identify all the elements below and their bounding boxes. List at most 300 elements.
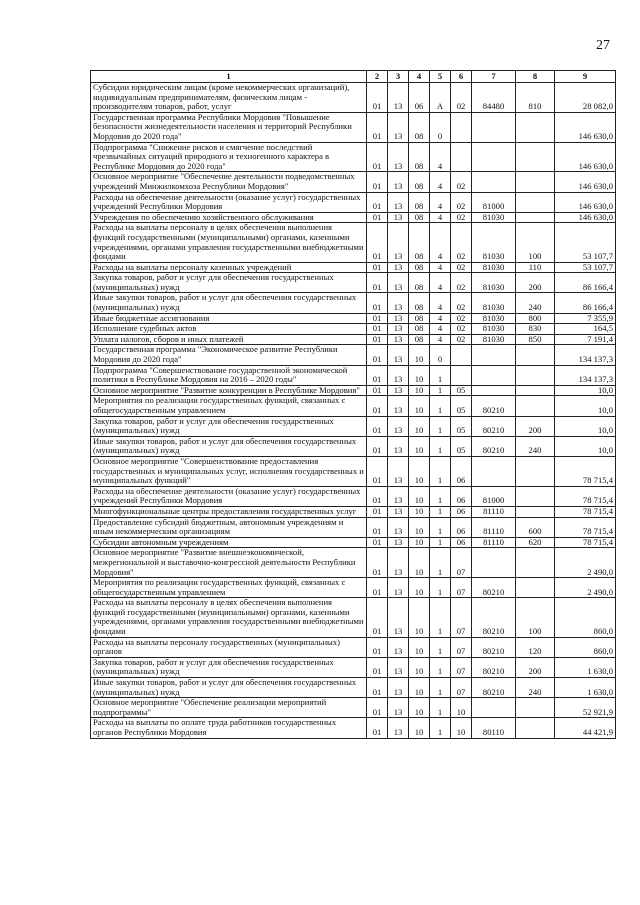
row-name-cell: Исполнение судебных актов (91, 324, 367, 335)
row-c7-cell: 80210 (472, 396, 516, 416)
table-row (91, 396, 616, 416)
row-c3-cell: 13 (388, 537, 409, 548)
row-c3-cell: 13 (388, 385, 409, 396)
row-c3-cell: 13 (388, 83, 409, 113)
row-name-cell: Подпрограмма "Снижение рисков и смягчение последствий чрезвычайных ситуаций природного и техногенного характера в Республике Мордовия до 2020 года" (91, 142, 367, 172)
row-c4-cell: 10 (409, 456, 430, 486)
row-c6-cell: 06 (451, 517, 472, 537)
row-c8-cell (516, 718, 555, 738)
row-c8-cell (516, 112, 555, 142)
row-c7-cell: 81030 (472, 273, 516, 293)
row-name-cell: Подпрограмма "Совершенствование государственной экономической политики в Республике Мордовия на 2016 – 2020 годы" (91, 365, 367, 385)
row-c5-cell: 1 (430, 598, 451, 637)
row-c8-cell (516, 172, 555, 192)
table-row (91, 262, 616, 273)
row-c3-cell: 13 (388, 436, 409, 456)
row-c7-cell: 81110 (472, 537, 516, 548)
row-c2-cell: 01 (367, 456, 388, 486)
table-row (91, 486, 616, 506)
row-c6-cell: 06 (451, 537, 472, 548)
table-row (91, 172, 616, 192)
table-header-row (91, 71, 616, 83)
table-row (91, 678, 616, 698)
row-c8-cell: 200 (516, 416, 555, 436)
row-c6-cell: 02 (451, 293, 472, 313)
row-c5-cell: 4 (430, 324, 451, 335)
row-c7-cell: 80210 (472, 598, 516, 637)
row-c7-cell: 81030 (472, 324, 516, 335)
row-c7-cell (472, 345, 516, 365)
row-c4-cell: 10 (409, 416, 430, 436)
table-row (91, 293, 616, 313)
row-c3-cell: 13 (388, 223, 409, 262)
row-c3-cell: 13 (388, 698, 409, 718)
row-c9-cell: 1 630,0 (555, 678, 616, 698)
row-c8-cell: 120 (516, 637, 555, 657)
row-c2-cell: 01 (367, 396, 388, 416)
table-row (91, 637, 616, 657)
row-c9-cell: 86 166,4 (555, 273, 616, 293)
row-c7-cell: 84480 (472, 83, 516, 113)
row-c6-cell: 02 (451, 83, 472, 113)
row-c4-cell: 08 (409, 324, 430, 335)
row-c3-cell: 13 (388, 324, 409, 335)
row-c7-cell: 80210 (472, 436, 516, 456)
row-c7-cell: 81110 (472, 506, 516, 517)
row-c7-cell (472, 172, 516, 192)
table-row (91, 578, 616, 598)
row-c6-cell: 02 (451, 334, 472, 345)
row-c6-cell (451, 142, 472, 172)
row-c9-cell: 78 715,4 (555, 486, 616, 506)
row-c6-cell: 07 (451, 657, 472, 677)
row-c5-cell: 4 (430, 142, 451, 172)
table-row (91, 598, 616, 637)
row-c3-cell: 13 (388, 345, 409, 365)
row-c9-cell: 2 490,0 (555, 548, 616, 578)
row-c6-cell: 06 (451, 456, 472, 486)
row-name-cell: Учреждения по обеспечению хозяйственного обслуживания (91, 212, 367, 223)
table-row (91, 192, 616, 212)
row-name-cell: Основное мероприятие "Обеспечение реализации мероприятий подпрограммы" (91, 698, 367, 718)
row-name-cell: Иные бюджетные ассигнования (91, 313, 367, 324)
row-c2-cell: 01 (367, 548, 388, 578)
row-c9-cell: 44 421,9 (555, 718, 616, 738)
row-c3-cell: 13 (388, 416, 409, 436)
row-c2-cell: 01 (367, 365, 388, 385)
row-c4-cell: 08 (409, 293, 430, 313)
row-c2-cell: 01 (367, 385, 388, 396)
row-c6-cell: 05 (451, 385, 472, 396)
row-c2-cell: 01 (367, 698, 388, 718)
table-row (91, 385, 616, 396)
row-c4-cell: 08 (409, 112, 430, 142)
row-name-cell: Основное мероприятие "Развитие конкуренции в Республике Мордовия" (91, 385, 367, 396)
row-c7-cell: 80210 (472, 678, 516, 698)
row-c4-cell: 10 (409, 548, 430, 578)
row-c8-cell: 240 (516, 293, 555, 313)
row-c4-cell: 08 (409, 212, 430, 223)
row-c6-cell: 05 (451, 416, 472, 436)
row-c4-cell: 08 (409, 223, 430, 262)
row-c5-cell: 4 (430, 192, 451, 212)
row-c8-cell (516, 506, 555, 517)
row-c2-cell: 01 (367, 718, 388, 738)
row-c6-cell (451, 112, 472, 142)
row-c7-cell: 81000 (472, 486, 516, 506)
row-c8-cell (516, 385, 555, 396)
row-c5-cell: 1 (430, 678, 451, 698)
row-c4-cell: 08 (409, 262, 430, 273)
row-c8-cell: 620 (516, 537, 555, 548)
row-c3-cell: 13 (388, 517, 409, 537)
row-c3-cell: 13 (388, 112, 409, 142)
row-c6-cell: 07 (451, 678, 472, 698)
row-c7-cell: 81030 (472, 212, 516, 223)
row-c2-cell: 01 (367, 416, 388, 436)
row-c8-cell (516, 548, 555, 578)
row-c8-cell: 100 (516, 598, 555, 637)
table-row (91, 517, 616, 537)
row-name-cell: Закупка товаров, работ и услуг для обеспечения государственных (муниципальных) нужд (91, 657, 367, 677)
table-row (91, 324, 616, 335)
row-c2-cell: 01 (367, 598, 388, 637)
row-c5-cell: 1 (430, 385, 451, 396)
row-c7-cell (472, 365, 516, 385)
row-c2-cell: 01 (367, 262, 388, 273)
row-c9-cell: 134 137,3 (555, 345, 616, 365)
row-c3-cell: 13 (388, 212, 409, 223)
row-c6-cell: 05 (451, 436, 472, 456)
row-c6-cell: 02 (451, 313, 472, 324)
row-c9-cell: 10,0 (555, 416, 616, 436)
row-c3-cell: 13 (388, 365, 409, 385)
header-cell: 9 (555, 71, 616, 83)
row-c9-cell: 10,0 (555, 396, 616, 416)
table-row (91, 83, 616, 113)
row-c6-cell: 02 (451, 324, 472, 335)
row-c6-cell (451, 345, 472, 365)
row-c6-cell (451, 365, 472, 385)
row-c9-cell: 134 137,3 (555, 365, 616, 385)
row-c8-cell: 600 (516, 517, 555, 537)
row-c4-cell: 10 (409, 506, 430, 517)
row-c7-cell: 80210 (472, 578, 516, 598)
row-c4-cell: 06 (409, 83, 430, 113)
table-row (91, 718, 616, 738)
row-c5-cell: 1 (430, 578, 451, 598)
row-c6-cell: 10 (451, 718, 472, 738)
table-row (91, 112, 616, 142)
row-c6-cell: 02 (451, 172, 472, 192)
row-name-cell: Иные закупки товаров, работ и услуг для обеспечения государственных (муниципальных) нужд (91, 678, 367, 698)
row-c4-cell: 10 (409, 637, 430, 657)
row-name-cell: Основное мероприятие "Развитие внешнеэкономической, межрегиональной и выставочно-конгрессной деятельности Республики Мордовия" (91, 548, 367, 578)
row-c4-cell: 10 (409, 345, 430, 365)
row-c4-cell: 08 (409, 192, 430, 212)
row-c6-cell: 07 (451, 548, 472, 578)
table-row (91, 416, 616, 436)
row-name-cell: Субсидии юридическим лицам (кроме некоммерческих организаций), индивидуальным предпринимателям, физическим лицам - производителям товаров, работ, услуг (91, 83, 367, 113)
row-c9-cell: 1 630,0 (555, 657, 616, 677)
row-c2-cell: 01 (367, 192, 388, 212)
row-name-cell: Государственная программа "Экономическое развитие Республики Мордовия до 2020 года" (91, 345, 367, 365)
table-row (91, 698, 616, 718)
row-c6-cell: 07 (451, 637, 472, 657)
row-c9-cell: 52 921,9 (555, 698, 616, 718)
row-c8-cell: 200 (516, 657, 555, 677)
row-c9-cell: 146 630,0 (555, 142, 616, 172)
row-c8-cell (516, 365, 555, 385)
table-row (91, 365, 616, 385)
table-row (91, 537, 616, 548)
row-c8-cell (516, 698, 555, 718)
row-c9-cell: 53 107,7 (555, 223, 616, 262)
row-c9-cell: 146 630,0 (555, 212, 616, 223)
row-c4-cell: 08 (409, 172, 430, 192)
row-c3-cell: 13 (388, 273, 409, 293)
row-c6-cell: 02 (451, 192, 472, 212)
header-cell: 3 (388, 71, 409, 83)
row-c8-cell: 200 (516, 273, 555, 293)
row-name-cell: Многофункциональные центры предоставления государственных услуг (91, 506, 367, 517)
row-c4-cell: 08 (409, 313, 430, 324)
row-c2-cell: 01 (367, 112, 388, 142)
row-c4-cell: 10 (409, 365, 430, 385)
row-c2-cell: 01 (367, 83, 388, 113)
row-name-cell: Расходы на обеспечение деятельности (оказание услуг) государственных учреждений Республики Мордовия (91, 192, 367, 212)
row-c5-cell: 4 (430, 293, 451, 313)
row-c3-cell: 13 (388, 678, 409, 698)
row-c5-cell: 4 (430, 334, 451, 345)
row-c5-cell: 4 (430, 212, 451, 223)
header-cell: 8 (516, 71, 555, 83)
row-name-cell: Закупка товаров, работ и услуг для обеспечения государственных (муниципальных) нужд (91, 416, 367, 436)
row-c3-cell: 13 (388, 548, 409, 578)
row-c6-cell: 05 (451, 396, 472, 416)
header-cell: 4 (409, 71, 430, 83)
row-c7-cell: 80210 (472, 416, 516, 436)
row-c4-cell: 10 (409, 396, 430, 416)
row-c6-cell: 02 (451, 262, 472, 273)
row-c8-cell (516, 212, 555, 223)
row-c3-cell: 13 (388, 506, 409, 517)
row-c5-cell: 0 (430, 112, 451, 142)
row-name-cell: Расходы на выплаты персоналу в целях обеспечения выполнения функций государственными (муниципальными) органами, казенными учреждениями, органами управления государственными внебюджетными фондами (91, 223, 367, 262)
row-c5-cell: 4 (430, 313, 451, 324)
row-c2-cell: 01 (367, 436, 388, 456)
row-c6-cell: 06 (451, 506, 472, 517)
row-c4-cell: 10 (409, 436, 430, 456)
row-c5-cell: 1 (430, 436, 451, 456)
row-c2-cell: 01 (367, 324, 388, 335)
row-c9-cell: 10,0 (555, 436, 616, 456)
row-c6-cell: 06 (451, 486, 472, 506)
row-name-cell: Иные закупки товаров, работ и услуг для обеспечения государственных (муниципальных) нужд (91, 293, 367, 313)
row-c8-cell: 100 (516, 223, 555, 262)
row-c3-cell: 13 (388, 637, 409, 657)
row-name-cell: Субсидии автономным учреждениям (91, 537, 367, 548)
row-c2-cell: 01 (367, 657, 388, 677)
row-c5-cell: 1 (430, 698, 451, 718)
row-name-cell: Расходы на выплаты персоналу в целях обеспечения выполнения функций государственными (муниципальными) органами, казенными учреждениями, органами управления государственными внебюджетными фондами (91, 598, 367, 637)
row-c4-cell: 08 (409, 334, 430, 345)
row-name-cell: Предоставление субсидий бюджетным, автономным учреждениям и иным некоммерческим организациям (91, 517, 367, 537)
row-c8-cell (516, 396, 555, 416)
header-cell: 2 (367, 71, 388, 83)
row-c6-cell: 07 (451, 578, 472, 598)
row-c6-cell: 02 (451, 273, 472, 293)
row-c5-cell: 1 (430, 396, 451, 416)
row-c7-cell: 80110 (472, 718, 516, 738)
row-c3-cell: 13 (388, 192, 409, 212)
row-c2-cell: 01 (367, 334, 388, 345)
row-c7-cell (472, 456, 516, 486)
row-c2-cell: 01 (367, 578, 388, 598)
row-c6-cell: 02 (451, 212, 472, 223)
row-c7-cell: 81030 (472, 262, 516, 273)
table-row (91, 506, 616, 517)
row-c8-cell: 830 (516, 324, 555, 335)
header-cell: 7 (472, 71, 516, 83)
row-name-cell: Уплата налогов, сборов и иных платежей (91, 334, 367, 345)
row-name-cell: Основное мероприятие "Обеспечение деятельности подведомственных учреждений Минжилкомхоза Республики Мордовия" (91, 172, 367, 192)
row-c9-cell: 78 715,4 (555, 456, 616, 486)
row-c7-cell (472, 142, 516, 172)
row-c9-cell: 53 107,7 (555, 262, 616, 273)
row-c3-cell: 13 (388, 172, 409, 192)
row-c9-cell: 164,5 (555, 324, 616, 335)
row-c3-cell: 13 (388, 293, 409, 313)
row-c9-cell: 78 715,4 (555, 517, 616, 537)
row-c5-cell: 4 (430, 273, 451, 293)
row-c3-cell: 13 (388, 396, 409, 416)
row-c5-cell: 1 (430, 365, 451, 385)
row-name-cell: Основное мероприятие "Совершенствование предоставления государственных и муниципальных услуг, исполнения государственных и муниципальных функций" (91, 456, 367, 486)
row-c2-cell: 01 (367, 142, 388, 172)
row-c8-cell: 110 (516, 262, 555, 273)
row-c2-cell: 01 (367, 537, 388, 548)
row-c9-cell: 860,0 (555, 637, 616, 657)
row-c5-cell: 1 (430, 637, 451, 657)
row-c5-cell: 1 (430, 537, 451, 548)
row-name-cell: Государственная программа Республики Мордовия "Повышение безопасности жизнедеятельности населения и территорий Республики Мордовия до 2020 года" (91, 112, 367, 142)
row-c8-cell (516, 142, 555, 172)
row-c7-cell (472, 548, 516, 578)
row-c8-cell (516, 578, 555, 598)
row-c5-cell: 1 (430, 548, 451, 578)
row-c4-cell: 08 (409, 142, 430, 172)
row-name-cell: Закупка товаров, работ и услуг для обеспечения государственных (муниципальных) нужд (91, 273, 367, 293)
row-c4-cell: 10 (409, 486, 430, 506)
row-c5-cell: А (430, 83, 451, 113)
row-c8-cell (516, 486, 555, 506)
row-c2-cell: 01 (367, 313, 388, 324)
row-c2-cell: 01 (367, 345, 388, 365)
row-c5-cell: 1 (430, 486, 451, 506)
table-row (91, 334, 616, 345)
row-c4-cell: 10 (409, 698, 430, 718)
row-c3-cell: 13 (388, 262, 409, 273)
row-c9-cell: 7 191,4 (555, 334, 616, 345)
table-row (91, 456, 616, 486)
row-c5-cell: 1 (430, 506, 451, 517)
row-c7-cell: 81030 (472, 313, 516, 324)
row-c5-cell: 1 (430, 416, 451, 436)
row-c8-cell: 240 (516, 436, 555, 456)
row-c3-cell: 13 (388, 718, 409, 738)
row-c8-cell: 850 (516, 334, 555, 345)
row-c9-cell: 146 630,0 (555, 192, 616, 212)
row-c2-cell: 01 (367, 223, 388, 262)
table-row (91, 345, 616, 365)
row-c7-cell: 81030 (472, 293, 516, 313)
row-name-cell: Мероприятия по реализации государственных функций, связанных с общегосударственным управлением (91, 396, 367, 416)
row-c9-cell: 78 715,4 (555, 506, 616, 517)
row-c5-cell: 1 (430, 517, 451, 537)
row-c9-cell: 7 355,9 (555, 313, 616, 324)
row-c4-cell: 08 (409, 273, 430, 293)
table-row (91, 212, 616, 223)
row-c4-cell: 10 (409, 385, 430, 396)
row-c9-cell: 2 490,0 (555, 578, 616, 598)
row-c4-cell: 10 (409, 678, 430, 698)
row-c9-cell: 86 166,4 (555, 293, 616, 313)
table-row (91, 436, 616, 456)
row-c2-cell: 01 (367, 637, 388, 657)
row-c7-cell: 81110 (472, 517, 516, 537)
header-cell: 6 (451, 71, 472, 83)
row-c2-cell: 01 (367, 293, 388, 313)
row-c6-cell: 10 (451, 698, 472, 718)
row-c4-cell: 10 (409, 598, 430, 637)
row-name-cell: Расходы на выплаты персоналу государственных (муниципальных) органов (91, 637, 367, 657)
row-c3-cell: 13 (388, 657, 409, 677)
row-name-cell: Расходы на выплаты по оплате труда работников государственных органов Республики Мордовия (91, 718, 367, 738)
table-row (91, 142, 616, 172)
row-c2-cell: 01 (367, 506, 388, 517)
row-c5-cell: 1 (430, 718, 451, 738)
row-c3-cell: 13 (388, 313, 409, 324)
table-row (91, 273, 616, 293)
row-c6-cell: 02 (451, 223, 472, 262)
header-cell: 5 (430, 71, 451, 83)
row-c5-cell: 4 (430, 223, 451, 262)
row-c5-cell: 4 (430, 262, 451, 273)
row-c8-cell (516, 456, 555, 486)
row-c5-cell: 1 (430, 456, 451, 486)
row-c8-cell (516, 345, 555, 365)
row-c4-cell: 10 (409, 537, 430, 548)
row-c7-cell: 80210 (472, 657, 516, 677)
table-row (91, 313, 616, 324)
row-c7-cell: 81030 (472, 223, 516, 262)
row-c8-cell: 800 (516, 313, 555, 324)
row-c9-cell: 10,0 (555, 385, 616, 396)
row-c7-cell (472, 112, 516, 142)
budget-table (90, 70, 616, 739)
row-c2-cell: 01 (367, 517, 388, 537)
row-c7-cell: 80210 (472, 637, 516, 657)
row-c9-cell: 860,0 (555, 598, 616, 637)
row-c2-cell: 01 (367, 273, 388, 293)
row-c3-cell: 13 (388, 142, 409, 172)
row-c9-cell: 146 630,0 (555, 172, 616, 192)
row-c9-cell: 146 630,0 (555, 112, 616, 142)
row-c5-cell: 0 (430, 345, 451, 365)
table-row (91, 548, 616, 578)
row-name-cell: Расходы на обеспечение деятельности (оказание услуг) государственных учреждений Республики Мордовия (91, 486, 367, 506)
